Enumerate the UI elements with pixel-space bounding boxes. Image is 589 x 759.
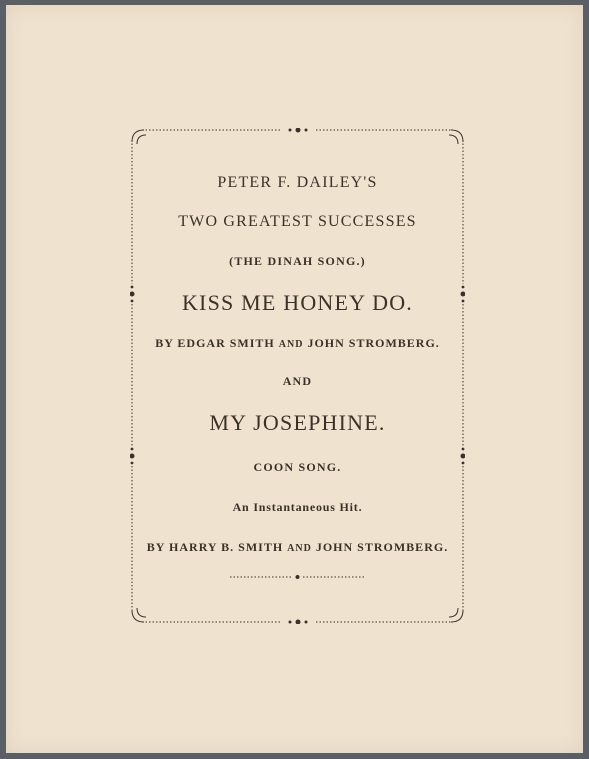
credit2-and: AND <box>287 543 312 554</box>
song1-subtitle: (THE DINAH SONG.) <box>229 254 366 268</box>
song1-title: KISS ME HONEY DO. <box>181 290 414 315</box>
ornamental-divider <box>230 566 365 570</box>
credit2-rest: JOHN STROMBERG. <box>315 540 449 554</box>
successes-line: TWO GREATEST SUCCESSES <box>178 213 417 230</box>
song2-subtitle: COON SONG. <box>253 460 342 474</box>
credit1-by: BY EDGAR SMITH <box>155 336 275 350</box>
credit2-by: BY HARRY B. SMITH <box>146 540 284 554</box>
conjunction: AND <box>282 374 313 388</box>
credit1-rest: JOHN STROMBERG. <box>307 336 440 350</box>
song2-credit <box>130 540 465 555</box>
song2-title: MY JOSEPHINE. <box>209 410 386 435</box>
credit1-and: AND <box>278 339 304 350</box>
presenter-line: PETER F. DAILEY'S <box>217 174 378 191</box>
tagline: An Instantaneous Hit. <box>232 500 363 514</box>
song1-credit <box>130 336 465 351</box>
